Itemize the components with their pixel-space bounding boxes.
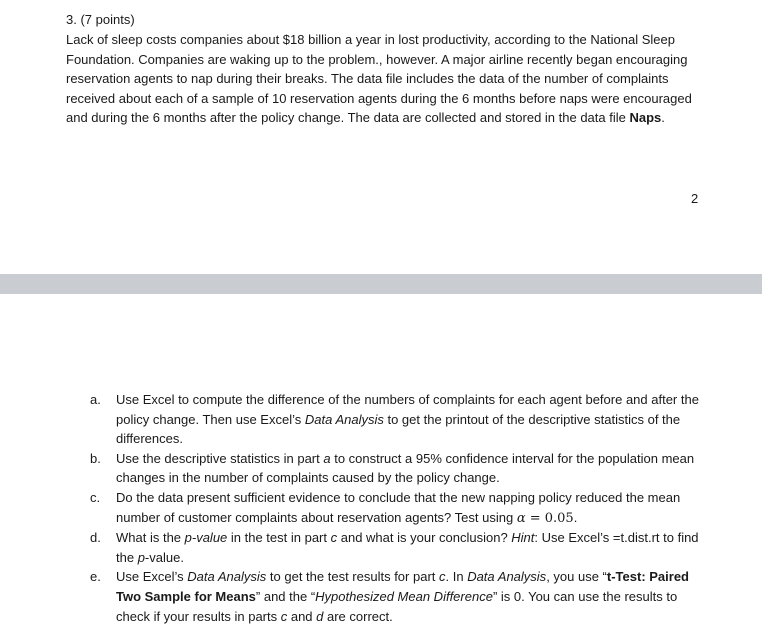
part-a-text: Use Excel to compute the difference of the numbers of complaints for each agent before and after the policy change. Then use Excel’s — [116, 392, 699, 427]
alpha-symbol: α — [516, 510, 526, 526]
part-e-text-6: ” is 0. You can use the results to check if your results in parts — [116, 588, 678, 624]
part-e-text: Use Excel’s — [116, 569, 188, 585]
page-number: 2 — [691, 191, 699, 206]
part-e-text-7: and — [287, 608, 317, 624]
part-d-text-3: and what is your conclusion? — [337, 530, 512, 546]
part-b — [90, 449, 710, 488]
part-e-text-3: . In — [445, 569, 468, 585]
part-d-letter: d. — [90, 530, 101, 546]
part-a-text-end: to get the printout of the descriptive statistics of the differences. — [116, 411, 681, 447]
document-page-top — [0, 0, 762, 274]
part-a — [90, 390, 710, 449]
part-d-text: What is the — [116, 530, 185, 546]
page-separator — [0, 274, 762, 294]
part-e-text-4: , you use “ — [546, 569, 607, 585]
part-b-letter: b. — [90, 450, 101, 466]
part-e-letter: e. — [90, 569, 101, 585]
data-file-name: Naps — [629, 110, 662, 126]
question-text: Lack of sleep costs companies about $18 billion a year in lost productivity, according to the National Sleep Foundation. Companies are waking up to the problem., however. A major airline recently began encouraging reservation agents to nap during their breaks. The data file includes the data of the number of complaints received about each of a sample of 10 reservation agents during the 6 months before naps were encouraged and during the 6 months after the policy change. The data are collected and stored in the data file — [66, 32, 692, 126]
part-e-text-2: to get the test results for part — [266, 569, 439, 585]
part-d-italic-c: c — [330, 530, 338, 546]
part-e-bold-ttest: t-Test: Paired Two Sample for Means — [116, 569, 689, 604]
question-header: 3. (7 points) — [66, 12, 135, 27]
part-d-italic-pvalue: p-value — [184, 530, 228, 546]
part-e — [90, 567, 710, 626]
part-c-text: Do the data present sufficient evidence to conclude that the new napping policy reduced the mean number of customer complaints about reservation agents? Test using — [116, 489, 681, 525]
part-d-italic-hint: Hint — [511, 530, 535, 546]
question-body — [66, 30, 716, 128]
part-c-text-end: . — [573, 509, 578, 525]
part-e-italic-c2: c — [280, 608, 288, 624]
part-d-text-4: : Use Excel’s =t.dist.rt to find the — [116, 530, 699, 565]
part-e-text-end: are correct. — [323, 608, 393, 624]
part-d-italic-p: p — [137, 549, 145, 565]
part-e-italic-d: d — [316, 608, 324, 624]
question-parts-list — [90, 390, 710, 626]
alpha-value: = 0.05 — [525, 510, 574, 526]
part-a-italic: Data Analysis — [304, 411, 384, 427]
part-e-italic-3: Hypothesized Mean Difference — [315, 588, 493, 604]
part-a-letter: a. — [90, 392, 101, 407]
part-d — [90, 528, 710, 567]
part-c — [90, 488, 710, 528]
part-e-italic-1: Data Analysis — [187, 569, 267, 585]
part-e-italic-c: c — [439, 569, 446, 585]
part-c-letter: c. — [90, 489, 101, 505]
part-e-italic-2: Data Analysis — [467, 569, 547, 585]
part-e-text-5: ” and the “ — [255, 588, 316, 604]
part-d-text-end: -value. — [144, 549, 184, 565]
part-b-text: Use the descriptive statistics in part — [116, 450, 324, 466]
part-b-text-end: to construct a 95% confidence interval for the population mean changes in the number of complaints caused by the policy change. — [116, 450, 695, 486]
part-b-italic: a — [323, 450, 331, 466]
question-text-end: . — [661, 110, 665, 126]
part-d-text-2: in the test in part — [227, 530, 331, 546]
